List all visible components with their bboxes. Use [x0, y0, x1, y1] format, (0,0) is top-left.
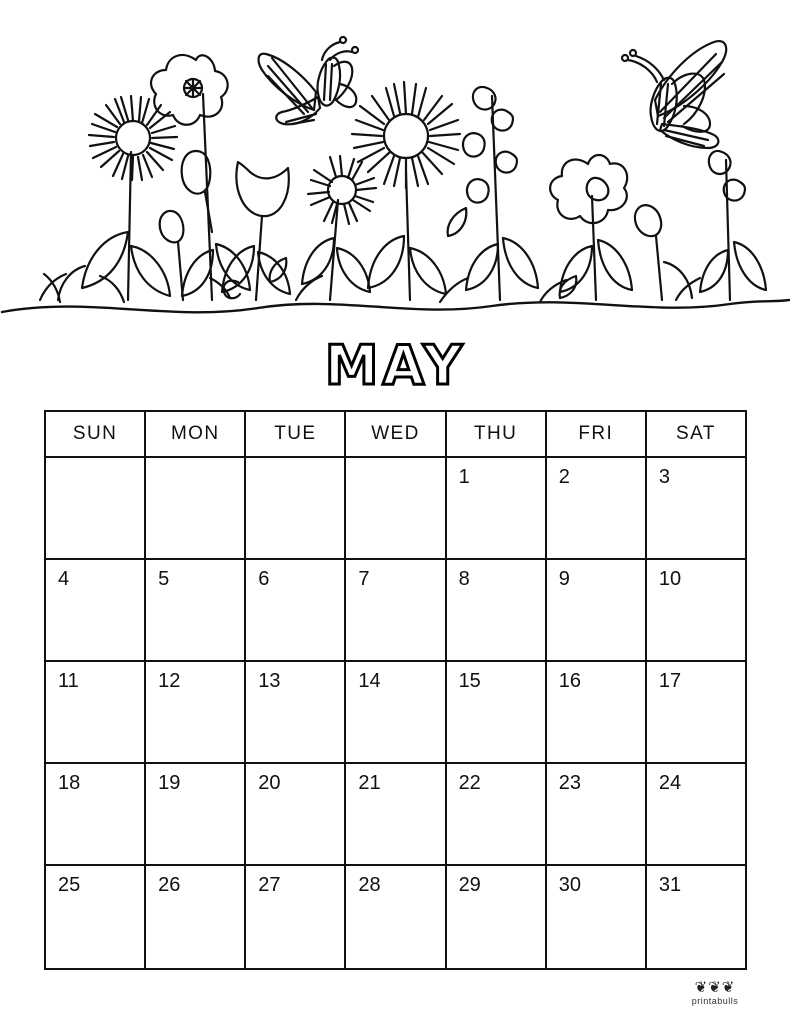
day-cell[interactable]	[447, 662, 547, 764]
calendar-week-row	[46, 764, 745, 866]
day-cell[interactable]	[547, 458, 647, 560]
day-cell[interactable]	[547, 764, 647, 866]
day-cell[interactable]	[447, 458, 547, 560]
leaf-stem-left	[58, 266, 124, 302]
month-title-container	[0, 336, 791, 396]
day-number: 25	[58, 874, 81, 896]
day-number: 19	[158, 772, 181, 794]
day-number: 4	[58, 568, 70, 590]
day-cell[interactable]	[246, 764, 346, 866]
brand-logo	[673, 981, 757, 1006]
day-cell[interactable]	[647, 866, 745, 968]
day-cell[interactable]	[46, 458, 146, 560]
day-number: 9	[558, 568, 570, 590]
weekday-header-row	[46, 412, 745, 458]
day-cell[interactable]	[647, 764, 745, 866]
day-number: 29	[458, 874, 481, 896]
butterfly-right	[622, 41, 726, 148]
ground-line	[2, 300, 789, 312]
day-number: 10	[658, 568, 682, 590]
day-cell[interactable]	[447, 560, 547, 662]
day-cell[interactable]	[246, 560, 346, 662]
day-number: 11	[58, 670, 79, 692]
poppy-flower-right	[550, 155, 632, 300]
day-number: 22	[458, 772, 481, 794]
day-number: 12	[158, 670, 181, 692]
day-cell[interactable]	[647, 560, 745, 662]
day-cell[interactable]	[146, 662, 246, 764]
day-cell[interactable]	[146, 866, 246, 968]
day-cell[interactable]	[146, 458, 246, 560]
daisy-flower-left	[82, 96, 177, 300]
day-number: 13	[258, 670, 281, 692]
daisy-flower-right-center	[352, 82, 460, 300]
day-number: 18	[58, 772, 81, 794]
day-cell[interactable]	[547, 662, 647, 764]
brand-name: printabulls	[691, 996, 739, 1006]
day-number: 3	[658, 466, 670, 488]
daisy-flower-center	[302, 156, 376, 300]
day-cell[interactable]	[46, 662, 146, 764]
weekday-label: WED	[371, 423, 420, 444]
floral-illustration	[0, 0, 791, 335]
weekday-label: MON	[170, 423, 220, 444]
weekday-label: THU	[474, 423, 518, 444]
day-cell[interactable]	[146, 764, 246, 866]
day-number: 16	[558, 670, 581, 692]
day-number: 24	[658, 772, 682, 794]
day-number: 7	[358, 568, 370, 590]
day-cell[interactable]	[46, 560, 146, 662]
day-cell[interactable]	[647, 458, 745, 560]
page-title: MAY	[324, 334, 467, 397]
weekday-header-wed	[346, 412, 446, 458]
day-number: 1	[458, 466, 470, 488]
day-cell[interactable]	[146, 560, 246, 662]
day-number: 15	[458, 670, 481, 692]
day-number: 2	[558, 466, 570, 488]
day-number: 31	[658, 874, 682, 896]
weekday-header-thu	[447, 412, 547, 458]
weekday-label: FRI	[578, 423, 614, 444]
bellflower-stalk	[463, 87, 538, 300]
paw-icons: ❦❦❦	[694, 979, 736, 996]
day-cell[interactable]	[547, 560, 647, 662]
tulip-bud-right	[635, 205, 692, 300]
day-cell[interactable]	[447, 866, 547, 968]
day-cell[interactable]	[346, 662, 446, 764]
day-cell[interactable]	[46, 866, 146, 968]
day-number: 20	[258, 772, 281, 794]
day-number: 17	[658, 670, 682, 692]
weekday-header-mon	[146, 412, 246, 458]
day-cell[interactable]	[346, 866, 446, 968]
calendar-week-row	[46, 662, 745, 764]
poppy-flower-left	[151, 55, 250, 300]
day-number: 27	[258, 874, 281, 896]
calendar-week-row	[46, 560, 745, 662]
day-cell[interactable]	[46, 764, 146, 866]
day-cell[interactable]	[346, 560, 446, 662]
weekday-label: TUE	[274, 423, 317, 444]
weekday-header-sat	[647, 412, 745, 458]
day-cell[interactable]	[346, 458, 446, 560]
day-number: 23	[558, 772, 581, 794]
day-number: 28	[358, 874, 381, 896]
calendar-week-row	[46, 866, 745, 968]
day-number: 30	[558, 874, 581, 896]
weekday-header-tue	[246, 412, 346, 458]
day-number: 5	[158, 568, 170, 590]
day-number: 14	[358, 670, 381, 692]
weekday-label: SAT	[676, 423, 716, 444]
tulip-bud-left	[160, 211, 184, 300]
day-cell[interactable]	[346, 764, 446, 866]
day-cell[interactable]	[246, 662, 346, 764]
weekday-header-sun	[46, 412, 146, 458]
calendar-week-row	[46, 458, 745, 560]
day-number: 26	[158, 874, 181, 896]
day-cell[interactable]	[447, 764, 547, 866]
day-number: 6	[258, 568, 270, 590]
day-number: 21	[358, 772, 381, 794]
bellflower-stalk-right	[700, 151, 766, 300]
butterfly-left	[259, 37, 358, 124]
day-cell[interactable]	[547, 866, 647, 968]
day-number: 8	[458, 568, 470, 590]
calendar-grid	[44, 410, 747, 970]
day-cell[interactable]	[246, 866, 346, 968]
weekday-label: SUN	[72, 423, 118, 444]
day-cell[interactable]	[246, 458, 346, 560]
day-cell[interactable]	[647, 662, 745, 764]
weekday-header-fri	[547, 412, 647, 458]
